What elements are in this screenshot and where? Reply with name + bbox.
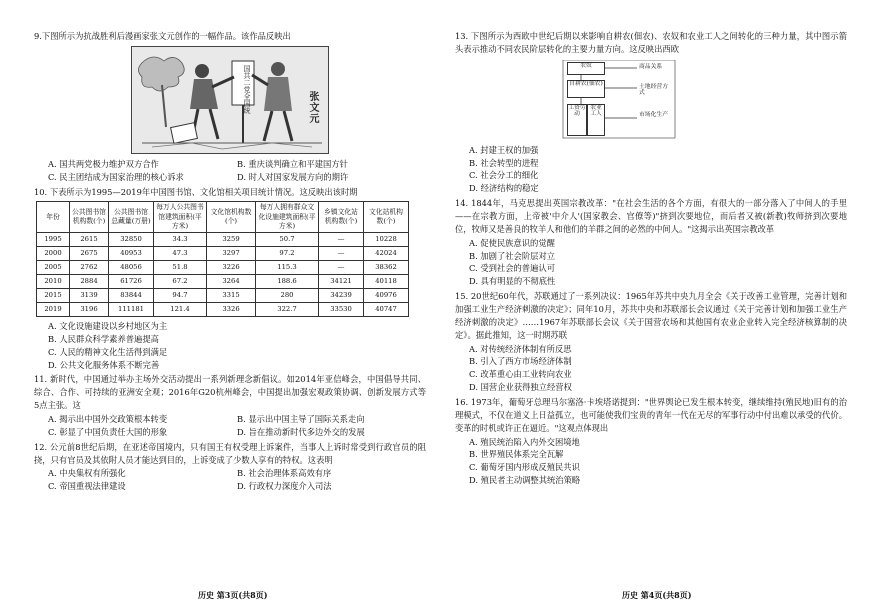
option-a[interactable]: A. 中央集权有所强化 — [48, 468, 126, 479]
table-cell: 40976 — [364, 288, 409, 302]
option-a[interactable]: A. 对传统经济体制有所反思 — [469, 343, 572, 354]
table-cell: 1995 — [37, 232, 70, 246]
option-c[interactable]: C. 彰显了中国负责任大国的形象 — [48, 426, 168, 437]
table-header-cell: 文化站机构数(个) — [364, 202, 409, 233]
option-d[interactable]: D. 经济结构的稳定 — [469, 183, 539, 194]
table-cell: 115.3 — [256, 260, 319, 274]
table-cell: 48056 — [109, 260, 154, 274]
table-header-cell: 每万人公共图书馆建筑面积(平方米) — [154, 202, 207, 233]
question-14 — [455, 197, 847, 288]
option-a[interactable]: A. 揭示出中国外交政策根本转变 — [48, 413, 168, 424]
option-c[interactable]: C. 民主团结成为国家治理的核心诉求 — [48, 171, 184, 182]
table-cell: 2675 — [70, 246, 109, 260]
option-c[interactable]: C. 葡萄牙国内形成反殖民共识 — [469, 462, 580, 473]
table-row — [37, 232, 409, 246]
question-16 — [455, 396, 847, 487]
option-b[interactable]: B. 社会治理体系高效有序 — [237, 468, 332, 479]
option-b[interactable]: B. 加剧了社会阶层对立 — [469, 250, 556, 261]
cartoon-figure — [34, 46, 426, 154]
option-d[interactable]: D. 具有明显的不彻底性 — [469, 276, 556, 287]
table-cell: 3315 — [207, 288, 256, 302]
option-a[interactable]: A. 殖民统治陷入内外交困境地 — [469, 436, 580, 447]
option-b[interactable]: B. 人民群众科学素养普遍提高 — [48, 333, 159, 344]
table-cell: 40118 — [364, 274, 409, 288]
peasant-transformation-diagram — [561, 60, 731, 140]
table-cell: 42024 — [364, 246, 409, 260]
question-stem: 13. 下图所示为西欧中世纪后期以来影响自耕农(佃农)、农奴和农业工人之间转化的三种力量，其中图示箭头表示推动不同农民阶层转化的主要力量方向。这反映出西欧 — [455, 31, 847, 54]
table-row — [37, 246, 409, 260]
option-b[interactable]: B. 社会转型的进程 — [469, 157, 539, 168]
table-header-row — [37, 202, 409, 233]
option-b[interactable]: B. 世界殖民体系完全瓦解 — [469, 449, 564, 460]
table-cell: 10228 — [364, 232, 409, 246]
question-stem: 16. 1973年，葡萄牙总理马尔塞洛·卡埃塔诺提到："世界舆论已发生根本转变，继续维持(殖民地)旧有的治理模式，不仅在道义上日益孤立，也可能使我们宝贵的青年一代在无尽的军事行动中付出难以承受的代价。变革的时机或许正在逼近。"这观点体现出 — [455, 397, 847, 433]
question-12 — [34, 441, 426, 493]
table-header-cell: 公共图书馆总藏量(万册) — [109, 202, 154, 233]
option-a[interactable]: A. 国共两党极力维护双方合作 — [48, 158, 159, 169]
table-cell: 50.7 — [256, 232, 319, 246]
table-header-cell: 年份 — [37, 202, 70, 233]
question-stem: 12. 公元前8世纪后期，在亚述帝国境内，只有国王有权受理上诉案件，当事人上诉时常受到行政官员的阻挠，只有官员及其依附人员才能达到目的，上诉变成了少数人享有的特权。这表明 — [34, 441, 426, 465]
question-stem: 10. 下表所示为1995—2019年中国图书馆、文化馆相关项目统计情况。这反映出该时期 — [34, 186, 358, 197]
table-cell: 3226 — [207, 260, 256, 274]
table-header-cell: 每万人拥有群众文化设施建筑面积(平方米) — [256, 202, 319, 233]
left-column — [34, 30, 426, 495]
options-list — [48, 320, 426, 371]
options-list — [48, 158, 426, 184]
table-cell: 2762 — [70, 260, 109, 274]
option-b[interactable]: B. 重庆谈判确立和平建国方针 — [237, 158, 348, 169]
option-c[interactable]: C. 改革重心由工业转向农业 — [469, 369, 572, 380]
option-c[interactable]: C. 社会分工的细化 — [469, 170, 539, 181]
table-cell: 3139 — [70, 288, 109, 302]
table-cell: 3196 — [70, 302, 109, 316]
table-cell: 94.7 — [154, 288, 207, 302]
question-10 — [34, 186, 426, 372]
table-cell: 2884 — [70, 274, 109, 288]
table-cell: 3259 — [207, 232, 256, 246]
option-a[interactable]: A. 文化设施建设以乡村地区为主 — [48, 320, 168, 331]
table-cell: 280 — [256, 288, 319, 302]
diagram-box-serf: 农奴 — [567, 62, 605, 75]
table-cell: 2010 — [37, 274, 70, 288]
table-cell: 61726 — [109, 274, 154, 288]
table-cell: 67.2 — [154, 274, 207, 288]
option-b[interactable]: B. 显示出中国主导了国际关系走向 — [237, 413, 365, 424]
table-cell: 2000 — [37, 246, 70, 260]
table-cell: 3297 — [207, 246, 256, 260]
diagram-label-commodity: 商品关系 — [639, 63, 663, 70]
table-header-cell: 文化馆机构数(个) — [207, 202, 256, 233]
option-b[interactable]: B. 引入了西方市场经济体制 — [469, 356, 572, 367]
question-11 — [34, 373, 426, 438]
question-stem: 9.下图所示为抗战胜利后漫画家张文元创作的一幅作品。该作品反映出 — [34, 31, 291, 41]
table-body — [37, 232, 409, 316]
table-cell: 97.2 — [256, 246, 319, 260]
diagram-label-market: 市场化生产 — [639, 111, 668, 118]
options-list — [48, 467, 426, 493]
options-list — [469, 436, 847, 487]
options-list — [469, 237, 847, 288]
option-d[interactable]: D. 行政权力深度介入司法 — [237, 481, 332, 492]
right-column — [455, 30, 847, 489]
question-9 — [34, 30, 426, 184]
table-row — [37, 260, 409, 274]
options-list — [48, 413, 426, 439]
table-cell: 47.3 — [154, 246, 207, 260]
option-d[interactable]: D. 旨在推动新时代多边外交的发展 — [237, 426, 365, 437]
option-c[interactable]: C. 帝国重视法律建设 — [48, 481, 126, 492]
table-cell: 40747 — [364, 302, 409, 316]
table-cell: 3326 — [207, 302, 256, 316]
table-cell: 2019 — [37, 302, 70, 316]
page-footer-left: 历史 第3页(共8页) — [198, 590, 268, 600]
table-cell: 2015 — [37, 288, 70, 302]
table-cell: 38362 — [364, 260, 409, 274]
option-c[interactable]: C. 人民的精神文化生活得到满足 — [48, 346, 168, 357]
table-cell: 2005 — [37, 260, 70, 274]
question-15 — [455, 290, 847, 394]
option-d[interactable]: D. 时人对国家发展方向的期许 — [237, 171, 349, 182]
question-stem: 11. 新时代，中国通过举办主场外交活动提出一系列新理念新倡议。如2014年亚信峰会，中国倡导共同、综合、合作、可持续的亚洲安全观；2016年G20杭州峰会，中国提出加强宏观政策协调、创新发展方式等5点主张。这 — [34, 374, 426, 411]
table-cell: — — [319, 232, 364, 246]
table-row — [37, 302, 409, 316]
diagram-label-land: 土地经营方式 — [639, 83, 668, 97]
table-cell: 322.7 — [256, 302, 319, 316]
table-row — [37, 274, 409, 288]
table-cell: 111181 — [109, 302, 154, 316]
table-cell: 121.4 — [154, 302, 207, 316]
cartoon-image — [131, 46, 329, 154]
cartoon-signature: 张文元 — [307, 90, 318, 124]
table-cell: — — [319, 260, 364, 274]
table-header-cell: 公共图书馆机构数(个) — [70, 202, 109, 233]
table-cell: — — [319, 246, 364, 260]
table-cell: 188.6 — [256, 274, 319, 288]
option-c[interactable]: C. 受到社会的普遍认可 — [469, 263, 555, 274]
statistics-table — [36, 201, 409, 317]
option-d[interactable]: D. 公共文化服务体系不断完善 — [48, 359, 160, 370]
question-stem: 15. 20世纪60年代，苏联通过了一系列决议：1965年苏共中央九月全会《关于改善工业管理，完善计划和加强工业生产经济刺激的决定》；同年10月，苏共中央和苏联部长会议通过《关于完善计划和加强工业生产经济刺激的决定》……1967年苏联部长会议《关于国营农场和其他国有农业企业转入完全经济核算制的决定》。据此推知，这一时期苏联 — [455, 291, 847, 340]
option-a[interactable]: A. 封建王权的加强 — [469, 144, 539, 155]
diagram-box-yeoman: 自耕农(佃农) — [567, 80, 605, 98]
table-cell: 32850 — [109, 232, 154, 246]
table-row — [37, 288, 409, 302]
option-d[interactable]: D. 国营企业获得独立经营权 — [469, 382, 572, 393]
options-list — [469, 144, 847, 195]
table-cell: 83844 — [109, 288, 154, 302]
table-cell: 34.3 — [154, 232, 207, 246]
table-cell: 33530 — [319, 302, 364, 316]
question-stem: 14. 1844年，马克思提出英国宗教改革："在社会生活的各个方面，有很大的一部分落入了中间人的手里——在宗教方面，上帝被'中介人'(国家教会、官僚等)"挤到次要地位，而后者又被(新教)牧师挤到次要地位，牧师又是善良的牧羊人和他们的羊群之间的必然的中间人。"这揭示出英国宗教改革 — [455, 198, 847, 234]
options-list — [469, 343, 847, 394]
table-cell: 40953 — [109, 246, 154, 260]
table-header-cell: 乡镇文化站机构数(个) — [319, 202, 364, 233]
option-a[interactable]: A. 促使民族意识的觉醒 — [469, 237, 555, 248]
diagram-box-farm-worker: 农业工人 — [587, 104, 605, 136]
table-cell: 3264 — [207, 274, 256, 288]
option-d[interactable]: D. 殖民者主动调整其统治策略 — [469, 475, 581, 486]
diagram-box-wage-labor: 工资劳动 — [567, 104, 587, 136]
table-cell: 51.8 — [154, 260, 207, 274]
table-cell: 34239 — [319, 288, 364, 302]
cartoon-sign-text: 国共二党全国统 — [243, 64, 251, 114]
page-footer-right: 历史 第4页(共8页) — [622, 590, 692, 600]
table-cell: 2615 — [70, 232, 109, 246]
table-cell: 34121 — [319, 274, 364, 288]
cartoon-drawing — [132, 47, 328, 153]
question-13 — [455, 30, 847, 195]
